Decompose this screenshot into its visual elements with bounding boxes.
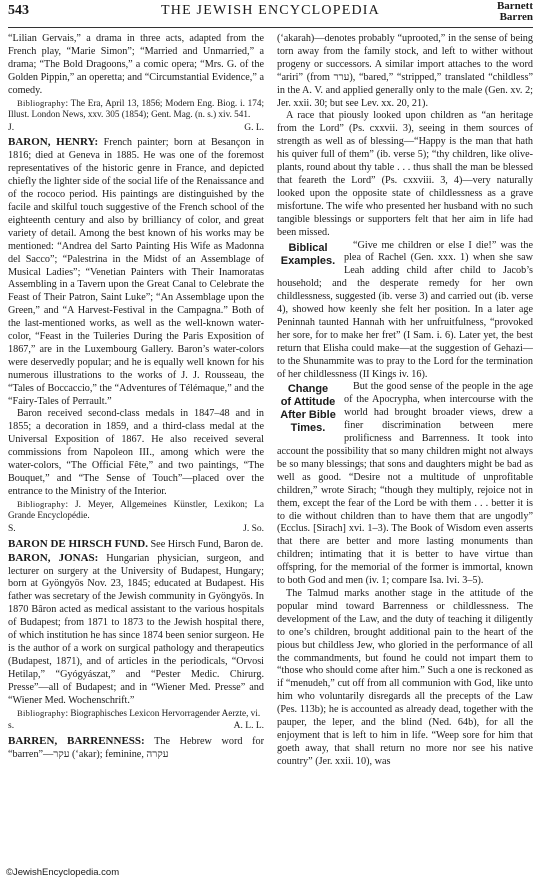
journal-title: THE JEWISH ENCYCLOPEDIA	[161, 3, 380, 18]
continued-paragraph: (‘akarah)—denotes probably “uprooted,” in the sense of being torn away from the family stock, and left to wither without progeny or successors. A similar import attaches to the word “ariri” (from ערר), “bared,” “stripped,” translated “childless” in the A. V. and applied generally only to the male (Gen. xv. 2; Jer. xxii. 30; but see Lev. xx. 20, 21).	[277, 33, 533, 109]
side-heading-line: Examples.	[280, 254, 336, 267]
side-heading-line: Times.	[290, 422, 326, 435]
signature-right: A. L. L.	[233, 721, 264, 731]
article-body: The Hebrew word for “barren”—עקר (‘akar); feminine, עקרה	[8, 735, 265, 760]
side-heading-line: After Bible	[280, 409, 336, 422]
continued-paragraph: “Lilian Gervais,” a drama in three acts, adapted from the French play, “Marie Simon”; “Married and Unmarried,” a drama; “The Bold Dragoons,” a comic opera; “Mrs. G. of the Golden Pippin,” an operetta; and “Circumstantial Evidence,” a comedy.	[8, 33, 264, 96]
bibliography-baron-henry	[8, 499, 264, 522]
signature-baron-henry	[8, 523, 264, 536]
side-heading-line: Biblical	[288, 241, 328, 254]
bibliography-text: : J. Meyer, Allgemeines Künstler, Lexikon; La Grande Encyclopédie.	[8, 498, 264, 521]
paragraph: Baron received second-class medals in 1847–48 and in 1855; a decoration in 1859, and a third-class medal at the Universal Exposition of 1867. He also received several commissions from Napoleon III., among which were the water-colors, “The Official Fête,” and two paintings, “The Bouquet,” and “The Sense of Touch”—placed over the entrance to the Ministry of the Interior.	[8, 408, 264, 497]
paragraph: A race that piously looked upon children as “an heritage from the Lord” (Ps. cxxvii. 3), seeing in them sources of strength as well as of blessing—“Happy is the man that hath his quiver full of them” (ib. verse 5); “thy children, like olive-plants, round about thy table . . . thus shall the man be blessed that feareth the Lord” (Ps. cxxviii. 3, 4)—very naturally looked upon the opposite state of childlessness as a grave misfortune. The wife who presented her husband with no such tangible blessings or supporters felt that her aim in life had been missed.	[277, 110, 533, 238]
right-column	[277, 33, 533, 769]
cross-reference: See Hirsch Fund, Baron de.	[147, 538, 264, 550]
catchword-top: Barnett	[496, 0, 533, 12]
bibliography-text: : The Era, April 13, 1856; Modern Eng. Biog. i. 174; Illust. London News, xxv. 305 (1854); Gent. Mag. (n. s.) xiv. 541.	[8, 97, 264, 120]
signature-barnett	[8, 122, 264, 135]
article-baron-de-hirsch-fund	[8, 538, 264, 552]
bibliography-text: : Biographisches Lexicon Hervorragender Aerzte, vi.	[65, 707, 261, 718]
page-header	[0, 0, 541, 30]
header-rule	[8, 27, 533, 28]
article-baron-henry	[8, 136, 264, 408]
paragraph: The Talmud marks another stage in the attitude of the popular mind toward Barrenness or childlessness. The development of the Law, and the duty of teaching it diligently to one’s children, brought additional pain to the heart of the pious but childless Jew, who gloried in the performance of all the commandments, but found he could not impart them to “those who should come after him.” Such a one is reckoned as if “menudeh,” cut off from all communion with God, like unto him who voluntarily disregards all the precepts of the Law (Pes. 113b); he is accounted as already dead, together with the pauper, the leper, and the blind (Ned. 64b), for all the enjoyment that is left to him in life. “Weep sore for him that goeth away, that shall return no more nor see his native country” (Jer. xxii. 10), was	[277, 587, 533, 767]
signature-left: J.	[8, 122, 15, 133]
article-body: Hungarian physician, surgeon, and lecturer on surgery at the University of Budapest, Hungary; born at Gyöngyös Nov. 23, 1845; educated at Budapest. His father was secretary of the Jewish community in Gyöngyös. In 1870 Bâron acted as medical assistant to the various hospitals of Budapest; from 1871 to 1873 to the Jewish hospital there, of which institution he has since 1874 been senior surgeon. He is the author of a work on surgical pathology and therapeutics (Budapest, 1871), and of articles in the periodicals, “Orvosi Hetilap,” “Gyógyászat,” and “Pester Medic. Chirurg. Presse”—all of Budapest; and in “Wiener Med. Presse” and “Wiener Med. Wochenschrift.”	[8, 552, 264, 706]
signature-left: S.	[8, 523, 16, 534]
signature-right: G. L.	[244, 122, 264, 133]
bibliography-label: Bibliography	[17, 97, 66, 108]
signature-left: s.	[8, 721, 15, 731]
side-heading-line: Change	[287, 383, 329, 396]
side-heading-line: of Attitude	[280, 396, 336, 409]
article-body: French painter; born at Besançon in 1816; died at Geneva in 1885. He was one of the foremost representatives of the historic genre in France, and depicted chiefly the lighter side of the social life of the Renaissance and of the rococo period. His paintings are distinguished by the facile and skilful touch suggestive of the French school of the eighteenth century and also by brilliancy of color, and great variety of detail. Among the best known of his works may be mentioned: “Andrea del Sarto Painting His Wife as Madonna del Sacco”; “Palestrina in the Midst of an Assemblage of Musical Ladies”; “Venetian Painters with Their Inamoratas Assembling in a Tavern upon the Great Canal to Celebrate the Feast of Their Patron, Saint Luke”; “An Assemblage upon the Green,” and “A Harvest-Festival in the Campagna.” Both of the last-mentioned works, as well as the well-known water-color, “Feast in the Tuileries During the Paris Exposition of 1867,” are in the Luxembourg Gallery. Baron’s water-colors were deservedly popular; and he is equally well known for his numerous illustrations to the works of J. J. Rousseau, the “Tales of Boccaccio,” the “Adventures of Télémaque,” and the “Fairy-Tales of Perrault.”	[8, 137, 265, 407]
headword: BARON, JONAS:	[8, 551, 99, 564]
bibliography-label: Bibliography	[17, 707, 66, 718]
side-heading-change-of-attitude	[277, 383, 339, 435]
left-column	[8, 33, 264, 762]
bibliography-label: Bibliography	[17, 498, 66, 509]
paragraph: “Give me children or else I die!” was the plea of Rachel (Gen. xxx. 1) when she saw Leah adding child after child to Jacob’s household; and the desperate remedy for her own childlessness, suggested (ib. verse 3) and carried out (ib. verse 4), showed how keenly she felt her position. In a later age Peninnah taunted Hannah with her unfruitfulness, “provoked her sore, for to make her fret” (I Sam. i. 6). Later yet, the best return that Elisha could make—at the suggestion of Gehazi—to the Shunammite was to pray to the Lord for the termination of her childlessness (II Kings iv. 16).	[277, 239, 533, 380]
headword: BARREN, BARRENNESS:	[8, 734, 145, 747]
side-heading-biblical-examples	[277, 242, 339, 268]
bibliography-baron-jonas	[8, 708, 264, 720]
article-barren	[8, 735, 264, 762]
page-number: 543	[8, 3, 29, 18]
paragraph: But the good sense of the people in the age of the Apocrypha, when intercourse with the world had brought broader views, drew a finer discrimination between mere prolificness and Barrenness. It took into account the possibility that so many children might not always be so many blessings; that sons and daughters might be bad as well as good. “Desire not a multitude of unprofitable children,” wrote Sirach; “though they multiply, rejoice not in them, except the fear of the Lord be with them . . . better it is to die without children than to have them that are ungodly” (Ecclus. [Sirach] xvi. 1–3). The Book of Wisdom even asserts that there are better and more lasting monuments than children; intimating that it is better to have virtue than offspring, for the memorial of the former is immortal, known to both God and men (iv. 1; compare Isa. lvi. 3–5).	[277, 381, 533, 587]
headword: BARON, HENRY:	[8, 136, 99, 149]
signature-baron-jonas	[8, 720, 264, 733]
bibliography-barnett	[8, 98, 264, 121]
article-baron-jonas	[8, 552, 264, 708]
catchwords	[497, 1, 533, 23]
headword: BARON DE HIRSCH FUND.	[8, 537, 148, 550]
site-footer: ©JewishEncyclopedia.com	[6, 867, 120, 878]
signature-right: J. So.	[243, 523, 264, 534]
catchword-bottom: Barren	[499, 11, 533, 23]
